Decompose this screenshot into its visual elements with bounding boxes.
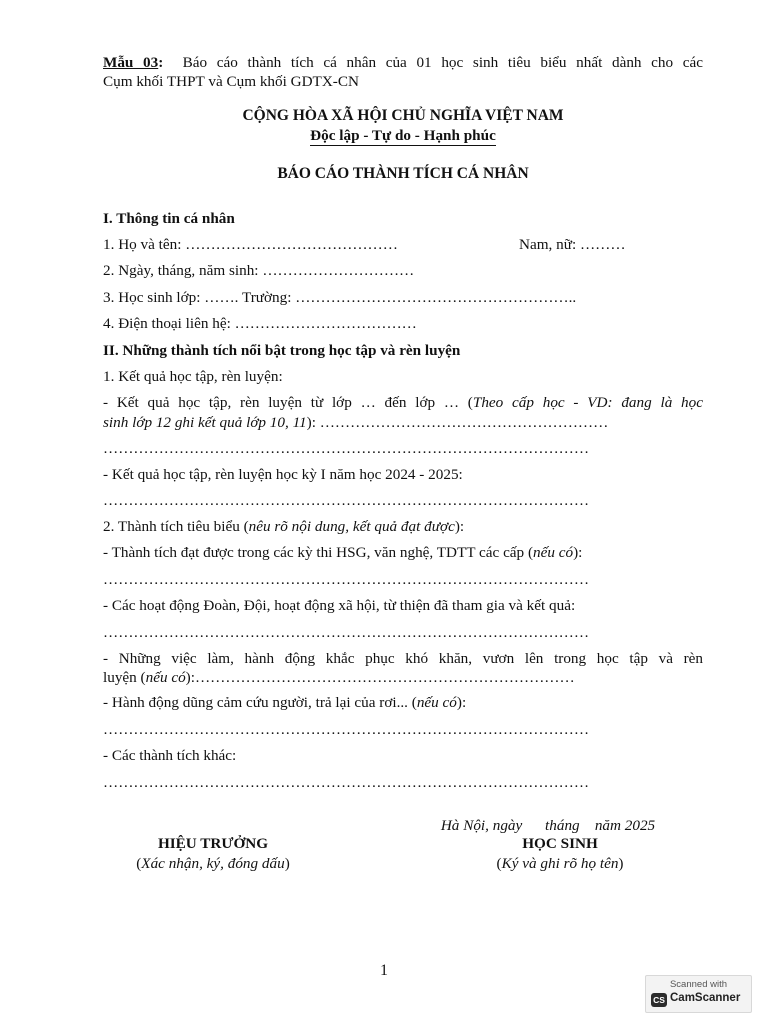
sub1-heading: 1. Kết quả học tập, rèn luyện: (103, 368, 283, 385)
school-label: Trường: (238, 289, 296, 306)
section2-heading: II. Những thành tích nổi bật trong học tập và rèn luyện (103, 342, 461, 359)
semester-field-line[interactable]: …………………………………………………………………………………… (103, 492, 589, 509)
dob-field[interactable]: ………………………… (262, 262, 415, 279)
hsg-field-line[interactable]: …………………………………………………………………………………… (103, 571, 589, 588)
result-line1 (103, 392, 703, 414)
national-title: CỘNG HÒA XÃ HỘI CHỦ NGHĨA VIỆT NAM (242, 107, 564, 124)
gender-field[interactable]: ……… (579, 236, 626, 253)
form-code: Mẫu 03 (103, 54, 159, 71)
camscanner-watermark (645, 975, 752, 1013)
form-desc-text1: Báo cáo thành tích cá nhân của 01 học sinh tiêu biểu nhất dành cho các (182, 54, 703, 71)
section1-heading: I. Thông tin cá nhân (103, 210, 235, 227)
activities-label: - Các hoạt động Đoàn, Đội, hoạt động xã hội, từ thiện đã tham gia và kết quả: (103, 597, 576, 614)
student-title: HỌC SINH (522, 835, 598, 852)
result-line2 (103, 412, 703, 434)
phone-field[interactable]: ……………………………… (234, 315, 417, 332)
form-code-colon: : (158, 54, 164, 71)
field-gender-row (519, 234, 703, 256)
activities-field-line[interactable]: …………………………………………………………………………………… (103, 624, 589, 641)
field-dob-row (103, 260, 703, 282)
principal-note-open: ( (136, 855, 142, 872)
result-note1: Theo cấp học - VD: đang là học (472, 394, 703, 411)
principal-note-text: Xác nhận, ký, đóng dấu (141, 855, 285, 872)
place-date: Hà Nội, ngày tháng năm 2025 (440, 817, 656, 834)
brave-close: ): (456, 694, 467, 711)
overcome-line1: - Những việc làm, hành động khắc phục khó khăn, vươn lên trong học tập và rèn (103, 650, 703, 667)
brave-label (103, 692, 703, 714)
hsg-label (103, 542, 703, 564)
scanned-with-text: Scanned with (669, 979, 728, 990)
other-field-line[interactable]: …………………………………………………………………………………… (103, 774, 589, 791)
page-number: 1 (380, 962, 388, 979)
field-class-row (103, 287, 703, 309)
brave-note: nếu có (416, 694, 457, 711)
camscanner-logo-icon: CS (651, 993, 667, 1007)
sub2-text: 2. Thành tích tiêu biểu ( (103, 518, 249, 535)
name-field[interactable]: …………………………………… (185, 236, 398, 253)
hsg-note: nếu có (533, 544, 574, 561)
sub2-heading (103, 516, 703, 538)
student-note-close: ) (618, 855, 624, 872)
other-label: - Các thành tích khác: (103, 747, 237, 764)
student-note-text: Ký và ghi rõ họ tên (501, 855, 619, 872)
name-label: 1. Họ và tên: (103, 236, 186, 253)
sub2-note: nêu rõ nội dung, kết quả đạt được (248, 518, 455, 535)
overcome-note: nếu có (145, 669, 186, 686)
overcome-field[interactable]: ………………………………………………………………… (194, 669, 575, 686)
phone-label: 4. Điện thoại liên hệ: (103, 315, 235, 332)
national-motto-wrap (103, 127, 703, 145)
hsg-text: - Thành tích đạt được trong các kỳ thi HSG, văn nghệ, TDTT các cấp ( (103, 544, 533, 561)
field-phone-row (103, 313, 703, 335)
brave-text: - Hành động dũng cảm cứu người, trả lại của rơi... ( (103, 694, 417, 711)
result-text1: - Kết quả học tập, rèn luyện từ lớp … đến lớp … ( (103, 394, 473, 411)
result-field[interactable]: ………………………………………………… (319, 414, 609, 431)
result-field-line[interactable]: …………………………………………………………………………………… (103, 440, 589, 457)
report-title: BÁO CÁO THÀNH TÍCH CÁ NHÂN (277, 165, 529, 182)
overcome-close: ): (185, 669, 195, 686)
student-note (445, 855, 675, 873)
camscanner-brand: CamScanner (670, 992, 741, 1004)
result-close: ): (306, 414, 320, 431)
semester-label: - Kết quả học tập, rèn luyện học kỳ I năm học 2024 - 2025: (103, 466, 463, 483)
school-field[interactable]: ……………………………………………….. (295, 289, 577, 306)
class-label: 3. Học sinh lớp: (103, 289, 205, 306)
hsg-close: ): (573, 544, 583, 561)
student-note-open: ( (496, 855, 502, 872)
gender-label: Nam, nữ: (519, 236, 580, 253)
principal-note-close: ) (284, 855, 290, 872)
overcome-text2: luyện ( (103, 669, 146, 686)
result-note2: sinh lớp 12 ghi kết quả lớp 10, 11 (103, 414, 307, 431)
form-description-line2: Cụm khối THPT và Cụm khối GDTX-CN (103, 73, 359, 90)
overcome-line2 (103, 667, 703, 689)
dob-label: 2. Ngày, tháng, năm sinh: (103, 262, 263, 279)
principal-title: HIỆU TRƯỞNG (157, 835, 269, 852)
national-motto: Độc lập - Tự do - Hạnh phúc (310, 127, 496, 144)
principal-note (103, 855, 323, 873)
class-field[interactable]: ……. (204, 289, 239, 306)
sub2-close: ): (454, 518, 465, 535)
brave-field-line[interactable]: …………………………………………………………………………………… (103, 721, 589, 738)
